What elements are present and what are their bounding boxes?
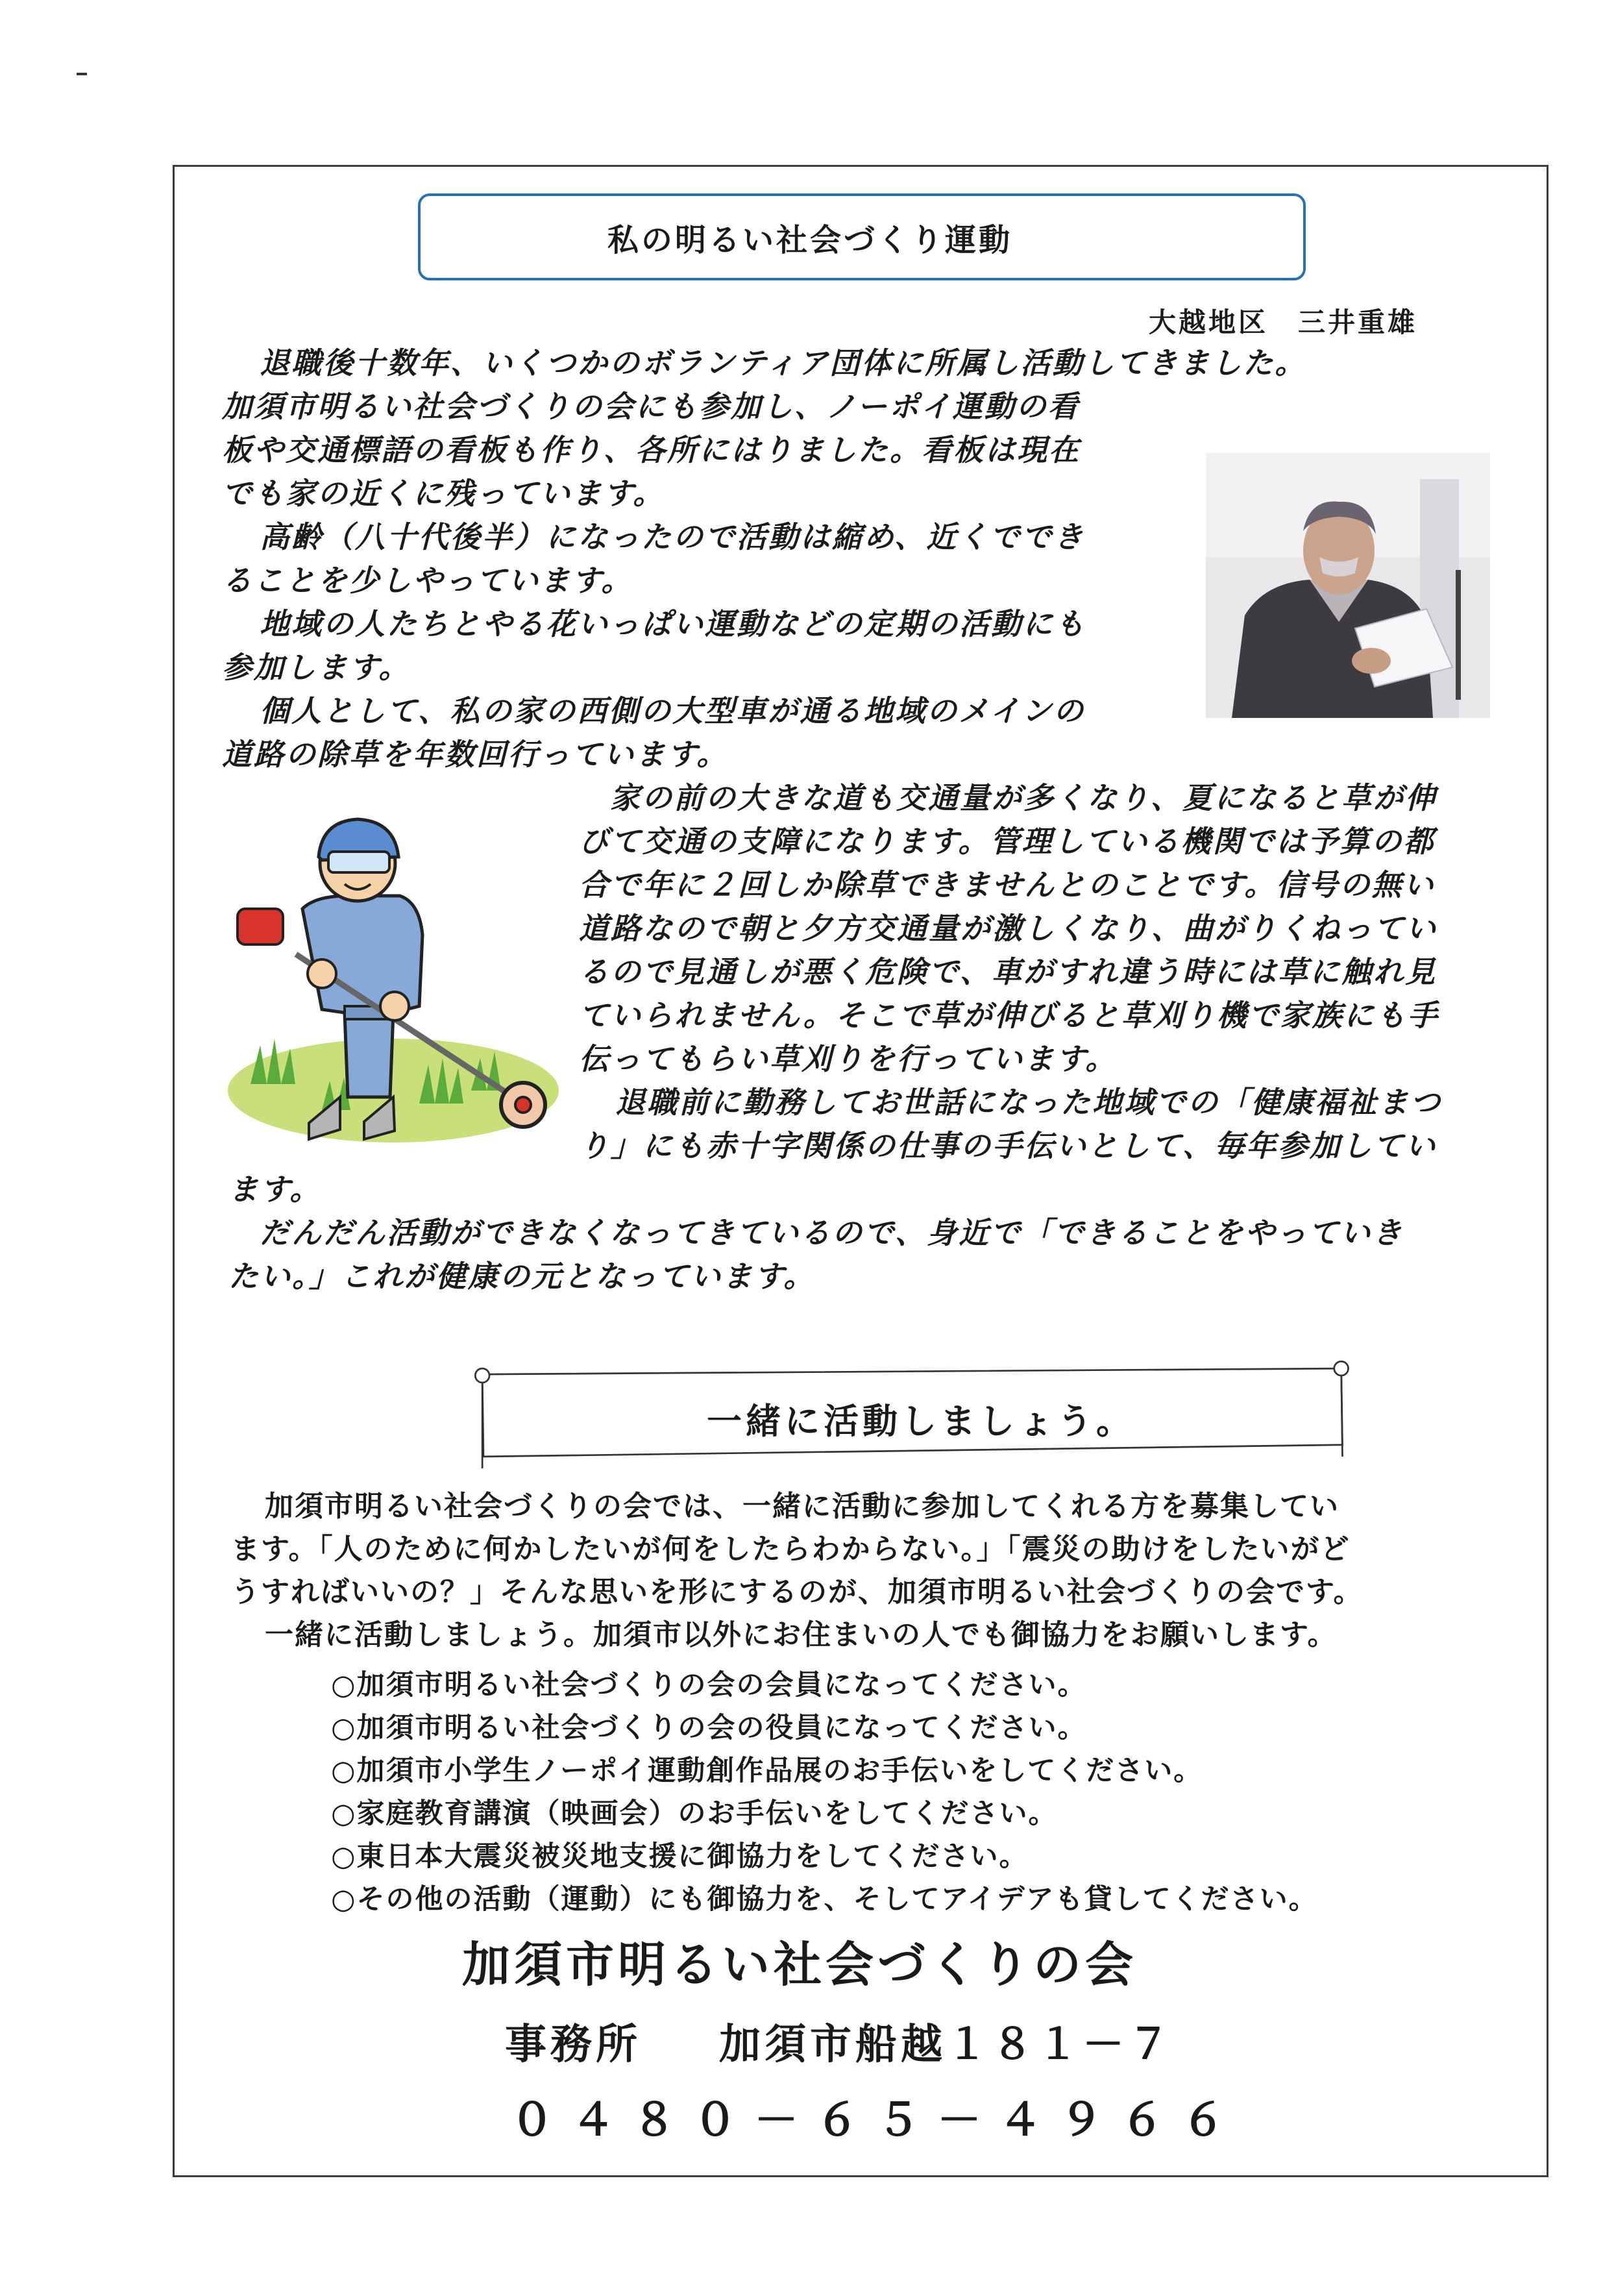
recruit-line: 一緒に活動しましょう。加須市以外にお住まいの人でも御協力をお願いします。	[265, 1618, 1338, 1651]
article-line: 加須市明るい社会づくりの会にも参加し、ノーポイ運動の看	[222, 389, 1080, 424]
recruit-item: ○東日本大震災被災地支援に御協力をしてください。	[331, 1840, 1029, 1873]
article-title: 私の明るい社会づくり運動	[607, 221, 1012, 258]
article-line: だんだん活動ができなくなってきているので、身近で「できることをやっていき	[260, 1215, 1404, 1250]
article-line: 個人として、私の家の西側の大型車が通る地域のメインの	[260, 693, 1086, 728]
article-line: びて交通の支障になります。管理している機関では予算の都	[579, 824, 1436, 859]
article-line: 道路なので朝と夕方交通量が激しくなり、曲がりくねってい	[579, 911, 1438, 946]
article-line: 高齢（八十代後半）になったので活動は縮め、近くででき	[260, 519, 1086, 554]
article-line: 道路の除草を年数回行っています。	[222, 737, 729, 772]
article-line: ることを少しやっています。	[222, 563, 633, 598]
article-line: 合で年に２回しか除草できませんとのことです。信号の無い	[579, 867, 1436, 902]
recruit-item: ○加須市明るい社会づくりの会の役員になってください。	[331, 1712, 1087, 1744]
article-line: 板や交通標語の看板も作り、各所にはりました。看板は現在	[222, 432, 1081, 467]
office-label: 事務所	[505, 2021, 641, 2069]
grass-cutter-illustration	[225, 811, 562, 1146]
scan-mark	[77, 73, 87, 75]
recruit-line: 加須市明るい社会づくりの会では、一緒に活動に参加してくれる方を募集してい	[265, 1490, 1340, 1523]
article-line: ていられません。そこで草が伸びると草刈り機で家族にも手	[579, 998, 1439, 1033]
recruit-item: ○加須市小学生ノーポイ運動創作品展のお手伝いをしてください。	[331, 1755, 1203, 1787]
recruit-item: ○加須市明るい社会づくりの会の会員になってください。	[331, 1669, 1087, 1701]
article-line: 地域の人たちとやる花いっぱい運動などの定期の活動にも	[260, 606, 1086, 641]
article-author: 大越地区 三井重雄	[1149, 306, 1418, 338]
recruit-item: ○その他の活動（運動）にも御協力を、そしてアイデアも貸してください。	[331, 1883, 1318, 1916]
article-line: でも家の近くに残っています。	[222, 476, 665, 511]
article-line: 参加します。	[222, 650, 411, 685]
recruit-item: ○家庭教育講演（映画会）のお手伝いをしてください。	[331, 1797, 1058, 1830]
article-line: たい。」これが健康の元となっています。	[228, 1259, 816, 1294]
article-title-box	[418, 193, 1306, 280]
phone-number: ０４８０－６５－４９６６	[510, 2095, 1243, 2146]
organization-name: 加須市明るい社会づくりの会	[462, 1937, 1137, 1993]
recruit-title-box	[423, 1357, 1399, 1480]
office-address: 加須市船越１８１－７	[719, 2021, 1173, 2069]
article-line: り」にも赤十字関係の仕事の手伝いとして、毎年参加してい	[579, 1128, 1438, 1163]
article-line: 退職後十数年、いくつかのボランティア団体に所属し活動してきました。	[260, 345, 1307, 380]
recruit-line: ます。「人のために何かしたいが何をしたらわからない。」「震災の助けをしたいがど	[231, 1533, 1351, 1566]
recruit-title: 一緒に活動しましょう。	[707, 1400, 1135, 1442]
author-photo	[1206, 453, 1490, 718]
recruit-line: うすればいいの？」そんな思いを形にするのが、加須市明るい社会づくりの会です。	[231, 1575, 1364, 1609]
article-line: 伝ってもらい草刈りを行っています。	[579, 1041, 1118, 1076]
article-line: 退職前に勤務してお世話になった地域での「健康福祉まつ	[615, 1085, 1442, 1120]
article-line: るので見通しが悪く危険で、車がすれ違う時には草に触れ見	[579, 954, 1438, 989]
article-line: 家の前の大きな道も交通量が多くなり、夏になると草が伸	[610, 780, 1437, 815]
article-line: ます。	[228, 1172, 322, 1207]
